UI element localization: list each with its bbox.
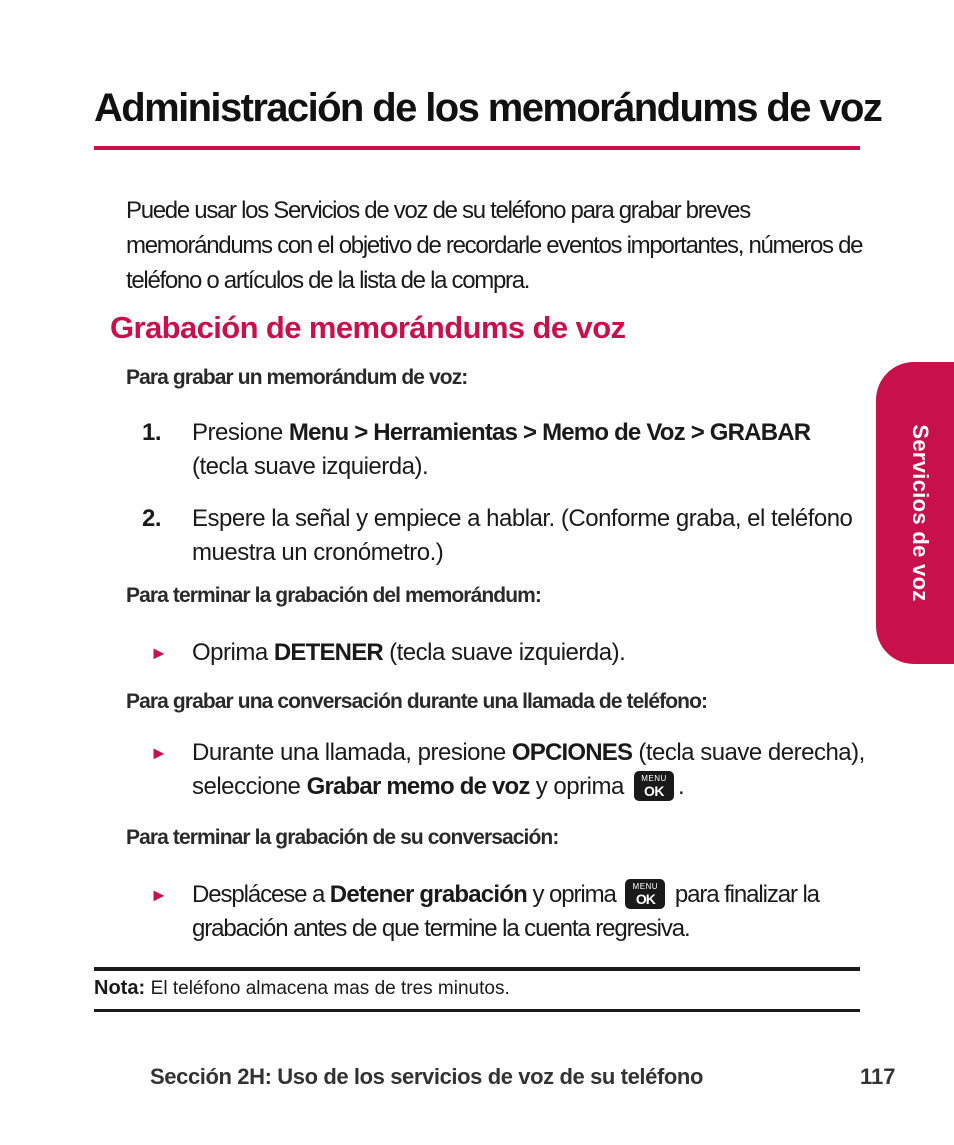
menu-ok-key-icon: MENU OK — [634, 771, 674, 801]
bullet-arrow-icon: ► — [150, 885, 167, 905]
subheading-stop-call: Para terminar la grabación de su conversación: — [126, 826, 559, 849]
bullet-stop-call: ► Desplácese a Detener grabación y oprima MENU OK para finalizar la grabación antes de que termine la cuenta regresiva. — [126, 878, 866, 946]
bullet-arrow-icon: ► — [150, 643, 168, 663]
note-text: El teléfono almacena mas de tres minutos. — [150, 978, 510, 999]
side-tab-label: Servicios de voz — [908, 424, 933, 602]
subheading-stop-memo: Para terminar la grabación del memorándum: — [126, 584, 542, 607]
title-underline — [94, 146, 860, 150]
step-2: 2. Espere la señal y empiece a hablar. (Conforme graba, el teléfono muestra un cronómetro.) — [126, 502, 866, 570]
menu-ok-key-icon: MENU OK — [625, 879, 665, 909]
page-number: 117 — [860, 1064, 896, 1089]
footer-section: Sección 2H: Uso de los servicios de voz de su teléfono — [150, 1064, 704, 1089]
bullet-arrow-icon: ► — [150, 743, 168, 763]
bullet-stop: ► Oprima DETENER (tecla suave izquierda). — [126, 636, 866, 670]
note-top-rule — [94, 967, 860, 971]
note — [94, 974, 510, 1003]
subheading-record-call: Para grabar una conversación durante una llamada de teléfono: — [126, 690, 708, 713]
step-number: 1. — [142, 419, 162, 446]
step-1: 1. Presione Menu > Herramientas > Memo de Voz > GRABAR (tecla suave izquierda). — [126, 416, 866, 484]
subheading-record-memo: Para grabar un memorándum de voz: — [126, 366, 468, 389]
section-side-tab — [876, 362, 954, 664]
section-heading: Grabación de memorándums de voz — [110, 310, 626, 345]
menu-path: Menu > Herramientas > Memo de Voz > GRABAR — [288, 419, 811, 446]
note-label: Nota: — [94, 977, 146, 999]
step-number: 2. — [142, 505, 162, 532]
note-bottom-rule — [94, 1009, 860, 1012]
intro-paragraph: Puede usar los Servicios de voz de su teléfono para grabar breves memorándums con el objetivo de recordarle eventos importantes, números de teléfono o artículos de la lista de la compra. — [126, 197, 863, 294]
bullet-record-call: ► Durante una llamada, presione OPCIONES (tecla suave derecha), seleccione Grabar memo de voz y oprima MENU OK . — [126, 736, 866, 804]
page-title: Administración de los memorándums de voz — [94, 86, 882, 130]
